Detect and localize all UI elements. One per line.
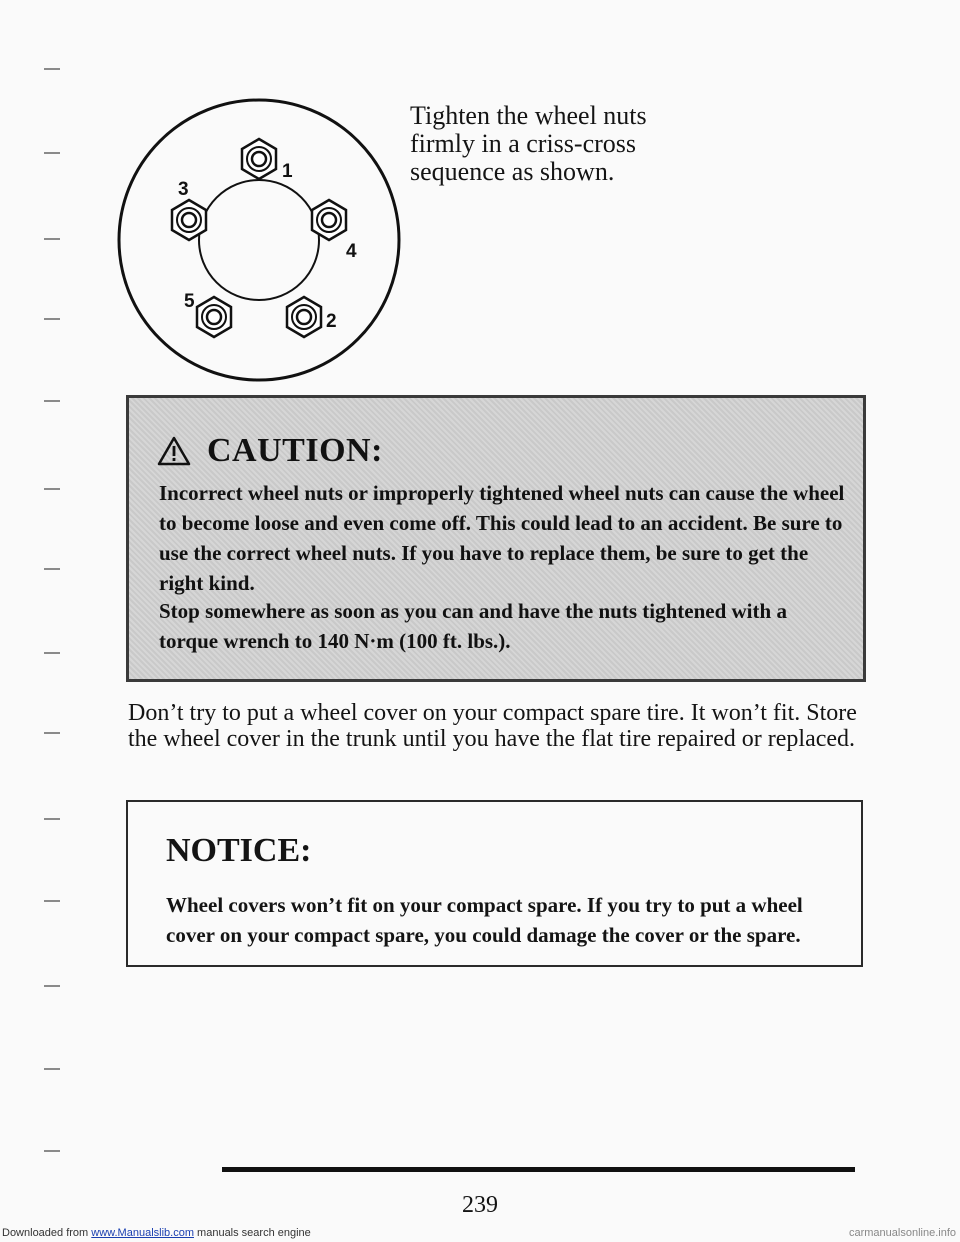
page-number: 239 [462, 1192, 498, 1218]
margin-mark [44, 238, 60, 240]
margin-mark [44, 1150, 60, 1152]
warning-triangle-icon [157, 436, 191, 466]
margin-mark [44, 68, 60, 70]
caution-box [126, 395, 866, 682]
caution-title: CAUTION: [207, 432, 383, 469]
margin-mark [44, 732, 60, 734]
lug-nut-2 [287, 297, 321, 337]
caution-paragraph: Incorrect wheel nuts or improperly tightened wheel nuts can cause the wheel to become loose and even come off. This could lead to an accident. Be sure to use the correct wheel nuts. If you have to replace them, be sure to get the right kind. [159, 481, 845, 595]
margin-mark [44, 400, 60, 402]
notice-text: Wheel covers won’t fit on your compact spare. If you try to put a wheel cover on your compact spare, you could damage the cover or the spare. [166, 893, 803, 947]
caution-header [157, 432, 383, 470]
margin-mark [44, 1068, 60, 1070]
margin-mark [44, 318, 60, 320]
margin-mark [44, 985, 60, 987]
nut-label-3: 3 [178, 179, 189, 200]
margin-mark [44, 152, 60, 154]
download-footer [0, 1225, 960, 1242]
watermark-text: carmanualsonline.info [848, 1227, 956, 1239]
lug-nut-4 [312, 200, 346, 240]
footer-rule [222, 1167, 855, 1172]
lug-nut-5 [197, 297, 231, 337]
nut-label-4: 4 [346, 241, 357, 262]
nut-label-1: 1 [282, 161, 293, 182]
manualslib-link[interactable]: www.Manualslib.com [91, 1227, 194, 1239]
footer-source [2, 1225, 311, 1242]
wheel-hub [199, 180, 319, 300]
wheel-nut-diagram [114, 95, 404, 385]
body-paragraph: Don’t try to put a wheel cover on your compact spare tire. It won’t fit. Store the wheel cover in the trunk until you have the flat tire repaired or replaced. [128, 700, 857, 752]
nut-label-2: 2 [326, 311, 337, 332]
caution-paragraph: Stop somewhere as soon as you can and have the nuts tightened with a torque wrench to 140 N·m (100 ft. lbs.). [159, 599, 787, 653]
notice-title: NOTICE: [166, 832, 312, 869]
nut-label-5: 5 [184, 291, 195, 312]
intro-text: Tighten the wheel nuts firmly in a criss-cross sequence as shown. [410, 101, 647, 186]
margin-mark [44, 568, 60, 570]
margin-mark [44, 900, 60, 902]
footer-prefix: Downloaded from [2, 1227, 89, 1239]
notice-box [126, 800, 863, 967]
margin-mark [44, 488, 60, 490]
margin-mark [44, 818, 60, 820]
margin-mark [44, 652, 60, 654]
lug-nut-3 [172, 200, 206, 240]
lug-nut-1 [242, 139, 276, 179]
footer-suffix: manuals search engine [197, 1227, 311, 1239]
